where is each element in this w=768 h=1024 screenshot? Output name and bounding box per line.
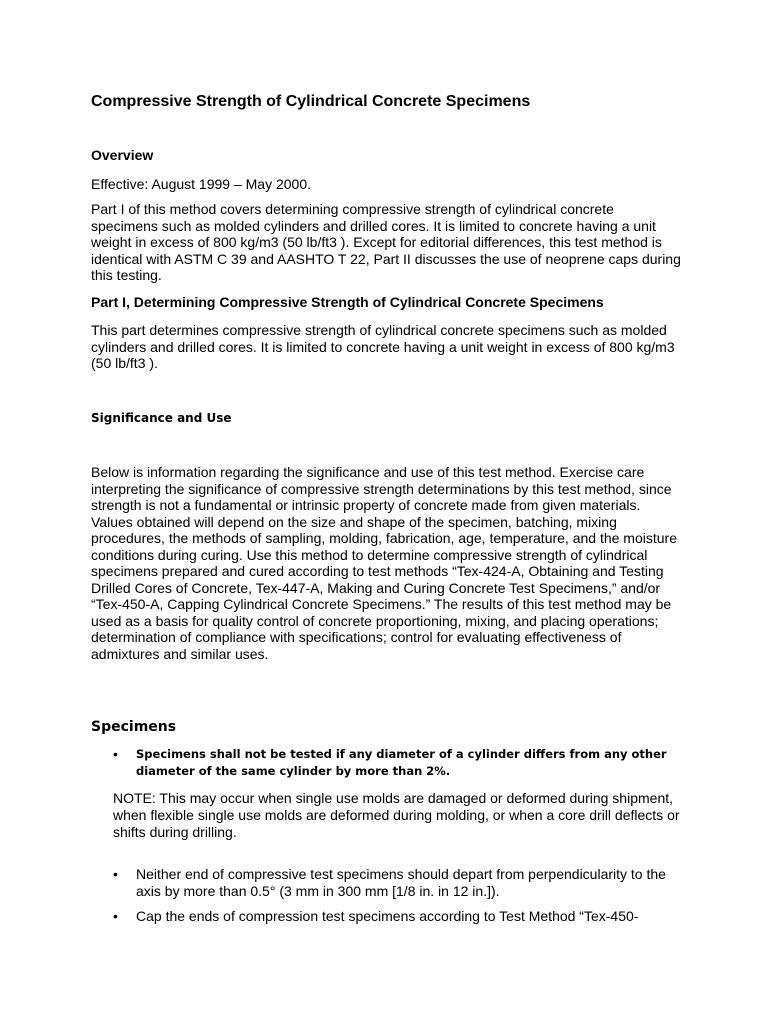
note-text: NOTE: This may occur when single use molds are damaged or deformed during shipment, when flexible single use molds are deformed during molding, or when a core drill deflects or shifts during drilling. <box>113 790 680 840</box>
part1-heading: Part I, Determining Compressive Strength of Cylindrical Concrete Specimens <box>91 294 604 310</box>
specimen-diameter-rule: Specimens shall not be tested if any diameter of a cylinder differs from any other diameter of the same cylinder by more than 2%. <box>136 747 667 778</box>
document-title: Compressive Strength of Cylindrical Concrete Specimens <box>91 93 531 110</box>
significance-paragraph: Below is information regarding the significance and use of this test method. Exercise care interpreting the significance of compressive strength determinations by this test method, since strength is not a fundamental or intrinsic property of concrete made from given materials. Values obtained will depend on the size and shape of the specimen, batching, mixing procedures, the methods of sampling, molding, fabrication, age, temperature, and the moisture conditions during curing. Use this method to determine compressive strength of cylindrical specimens prepared and cured according to test methods “Tex-424-A, Obtaining and Testing Drilled Cores of Concrete, Tex-447-A, Making and Curing Concrete Test Specimens,” and/or “Tex-450-A, Capping Cylindrical Concrete Specimens.” The results of this test method may be used as a basis for quality control of concrete proportioning, mixing, and placing operations; determination of compliance with specifications; control for evaluating effectiveness of admixtures and similar uses. <box>91 464 677 662</box>
specimens-heading: Specimens <box>91 719 177 735</box>
bullet-icon: • <box>113 746 118 762</box>
perpendicularity-rule: Neither end of compressive test specimens should depart from perpendicularity to the axis by more than 0.5° (3 mm in 300 mm [1/8 in. in 12 in.]). <box>136 866 666 899</box>
effective-date-text: Effective: August 1999 – May 2000. <box>91 176 312 192</box>
overview-heading: Overview <box>91 147 154 163</box>
overview-paragraph: Part I of this method covers determining compressive strength of cylindrical concrete specimens such as molded cylinders and drilled cores. It is limited to concrete having a unit weight in excess of 800 kg/m3 (50 lb/ft3 ). Except for editorial differences, this test method is identical with ASTM C 39 and AASHTO T 22, Part II discusses the use of neoprene caps during this testing. <box>91 201 681 283</box>
capping-rule: Cap the ends of compression test specimens according to Test Method “Tex-450- <box>136 908 639 924</box>
bullet-icon: • <box>113 908 118 924</box>
bullet-icon: • <box>113 866 118 882</box>
part1-paragraph: This part determines compressive strength of cylindrical concrete specimens such as molded cylinders and drilled cores. It is limited to concrete having a unit weight in excess of 800 kg/m3 (50 lb/ft3 ). <box>91 322 675 371</box>
significance-heading: Significance and Use <box>91 411 232 425</box>
